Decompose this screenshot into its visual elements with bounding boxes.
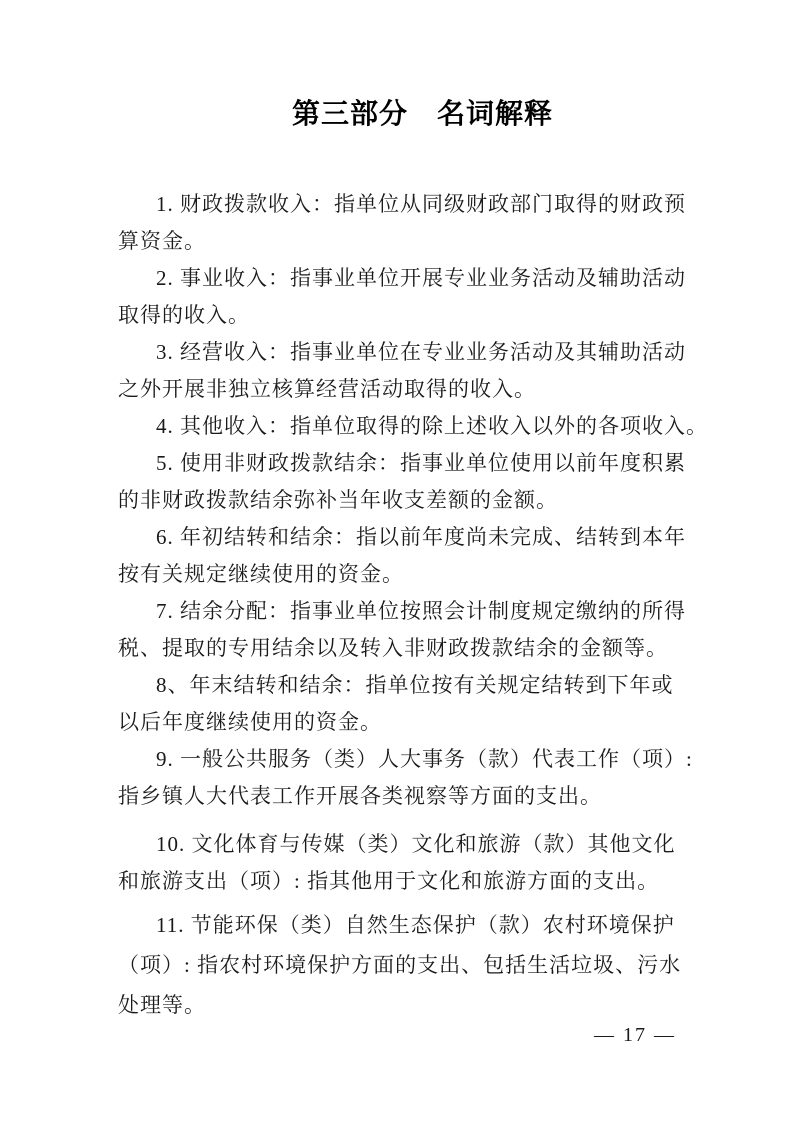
definition-item-2	[118, 260, 793, 334]
text-line: 3. 经营收入：指事业单位在专业业务活动及其辅助活动	[156, 340, 686, 364]
text-line: 取得的收入。	[118, 303, 250, 327]
text-line: 和旅游支出（项）: 指其他用于文化和旅游方面的支出。	[118, 869, 660, 893]
text-line: 5. 使用非财政拨款结余：指事业单位使用以前年度积累	[156, 451, 686, 475]
text-line: （项）: 指农村环境保护方面的支出、包括生活垃圾、污水	[118, 953, 682, 977]
definition-item-5	[118, 445, 793, 519]
definition-item-3	[118, 334, 793, 408]
text-line: 处理等。	[118, 993, 206, 1017]
text-line: 算资金。	[118, 229, 206, 253]
text-line: 以后年度继续使用的资金。	[118, 710, 382, 734]
text-line: 之外开展非独立核算经营活动取得的收入。	[118, 377, 536, 401]
text-line: 7. 结余分配：指事业单位按照会计制度规定缴纳的所得	[156, 599, 686, 623]
text-line: 税、提取的专用结余以及转入非财政拨款结余的金额等。	[118, 636, 668, 660]
text-line: 按有关规定继续使用的资金。	[118, 562, 404, 586]
definition-item-8	[118, 667, 793, 741]
page-title: 第三部分 名词解释	[291, 98, 553, 129]
text-line: 6. 年初结转和结余：指以前年度尚未完成、结转到本年	[156, 525, 686, 549]
text-line: 10. 文化体育与传媒（类）文化和旅游（款）其他文化	[156, 832, 676, 856]
text-line: 9. 一般公共服务（类）人大事务（款）代表工作（项）:	[156, 747, 693, 771]
definition-item-9	[118, 741, 793, 815]
text-line: 8、年末结转和结余：指单位按有关规定结转到下年或	[156, 673, 674, 697]
definition-item-4	[118, 408, 793, 445]
definition-item-7	[118, 593, 793, 667]
text-line: 2. 事业收入：指事业单位开展专业业务活动及辅助活动	[156, 266, 686, 290]
text-line: 11. 节能环保（类）自然生态保护（款）农村环境保护	[156, 913, 675, 937]
definition-item-10	[118, 826, 793, 900]
definition-item-1	[118, 186, 793, 260]
definitions-list	[0, 186, 793, 1025]
text-line: 1. 财政拨款收入：指单位从同级财政部门取得的财政预	[156, 192, 686, 216]
text-line: 4. 其他收入：指单位取得的除上述收入以外的各项收入。	[156, 414, 708, 438]
text-line: 的非财政拨款结余弥补当年收支差额的金额。	[118, 488, 558, 512]
definition-item-6	[118, 519, 793, 593]
text-line: 指乡镇人大代表工作开展各类视察等方面的支出。	[118, 784, 602, 808]
definition-item-11	[118, 905, 793, 1025]
page-number: — 17 —	[594, 1024, 676, 1046]
